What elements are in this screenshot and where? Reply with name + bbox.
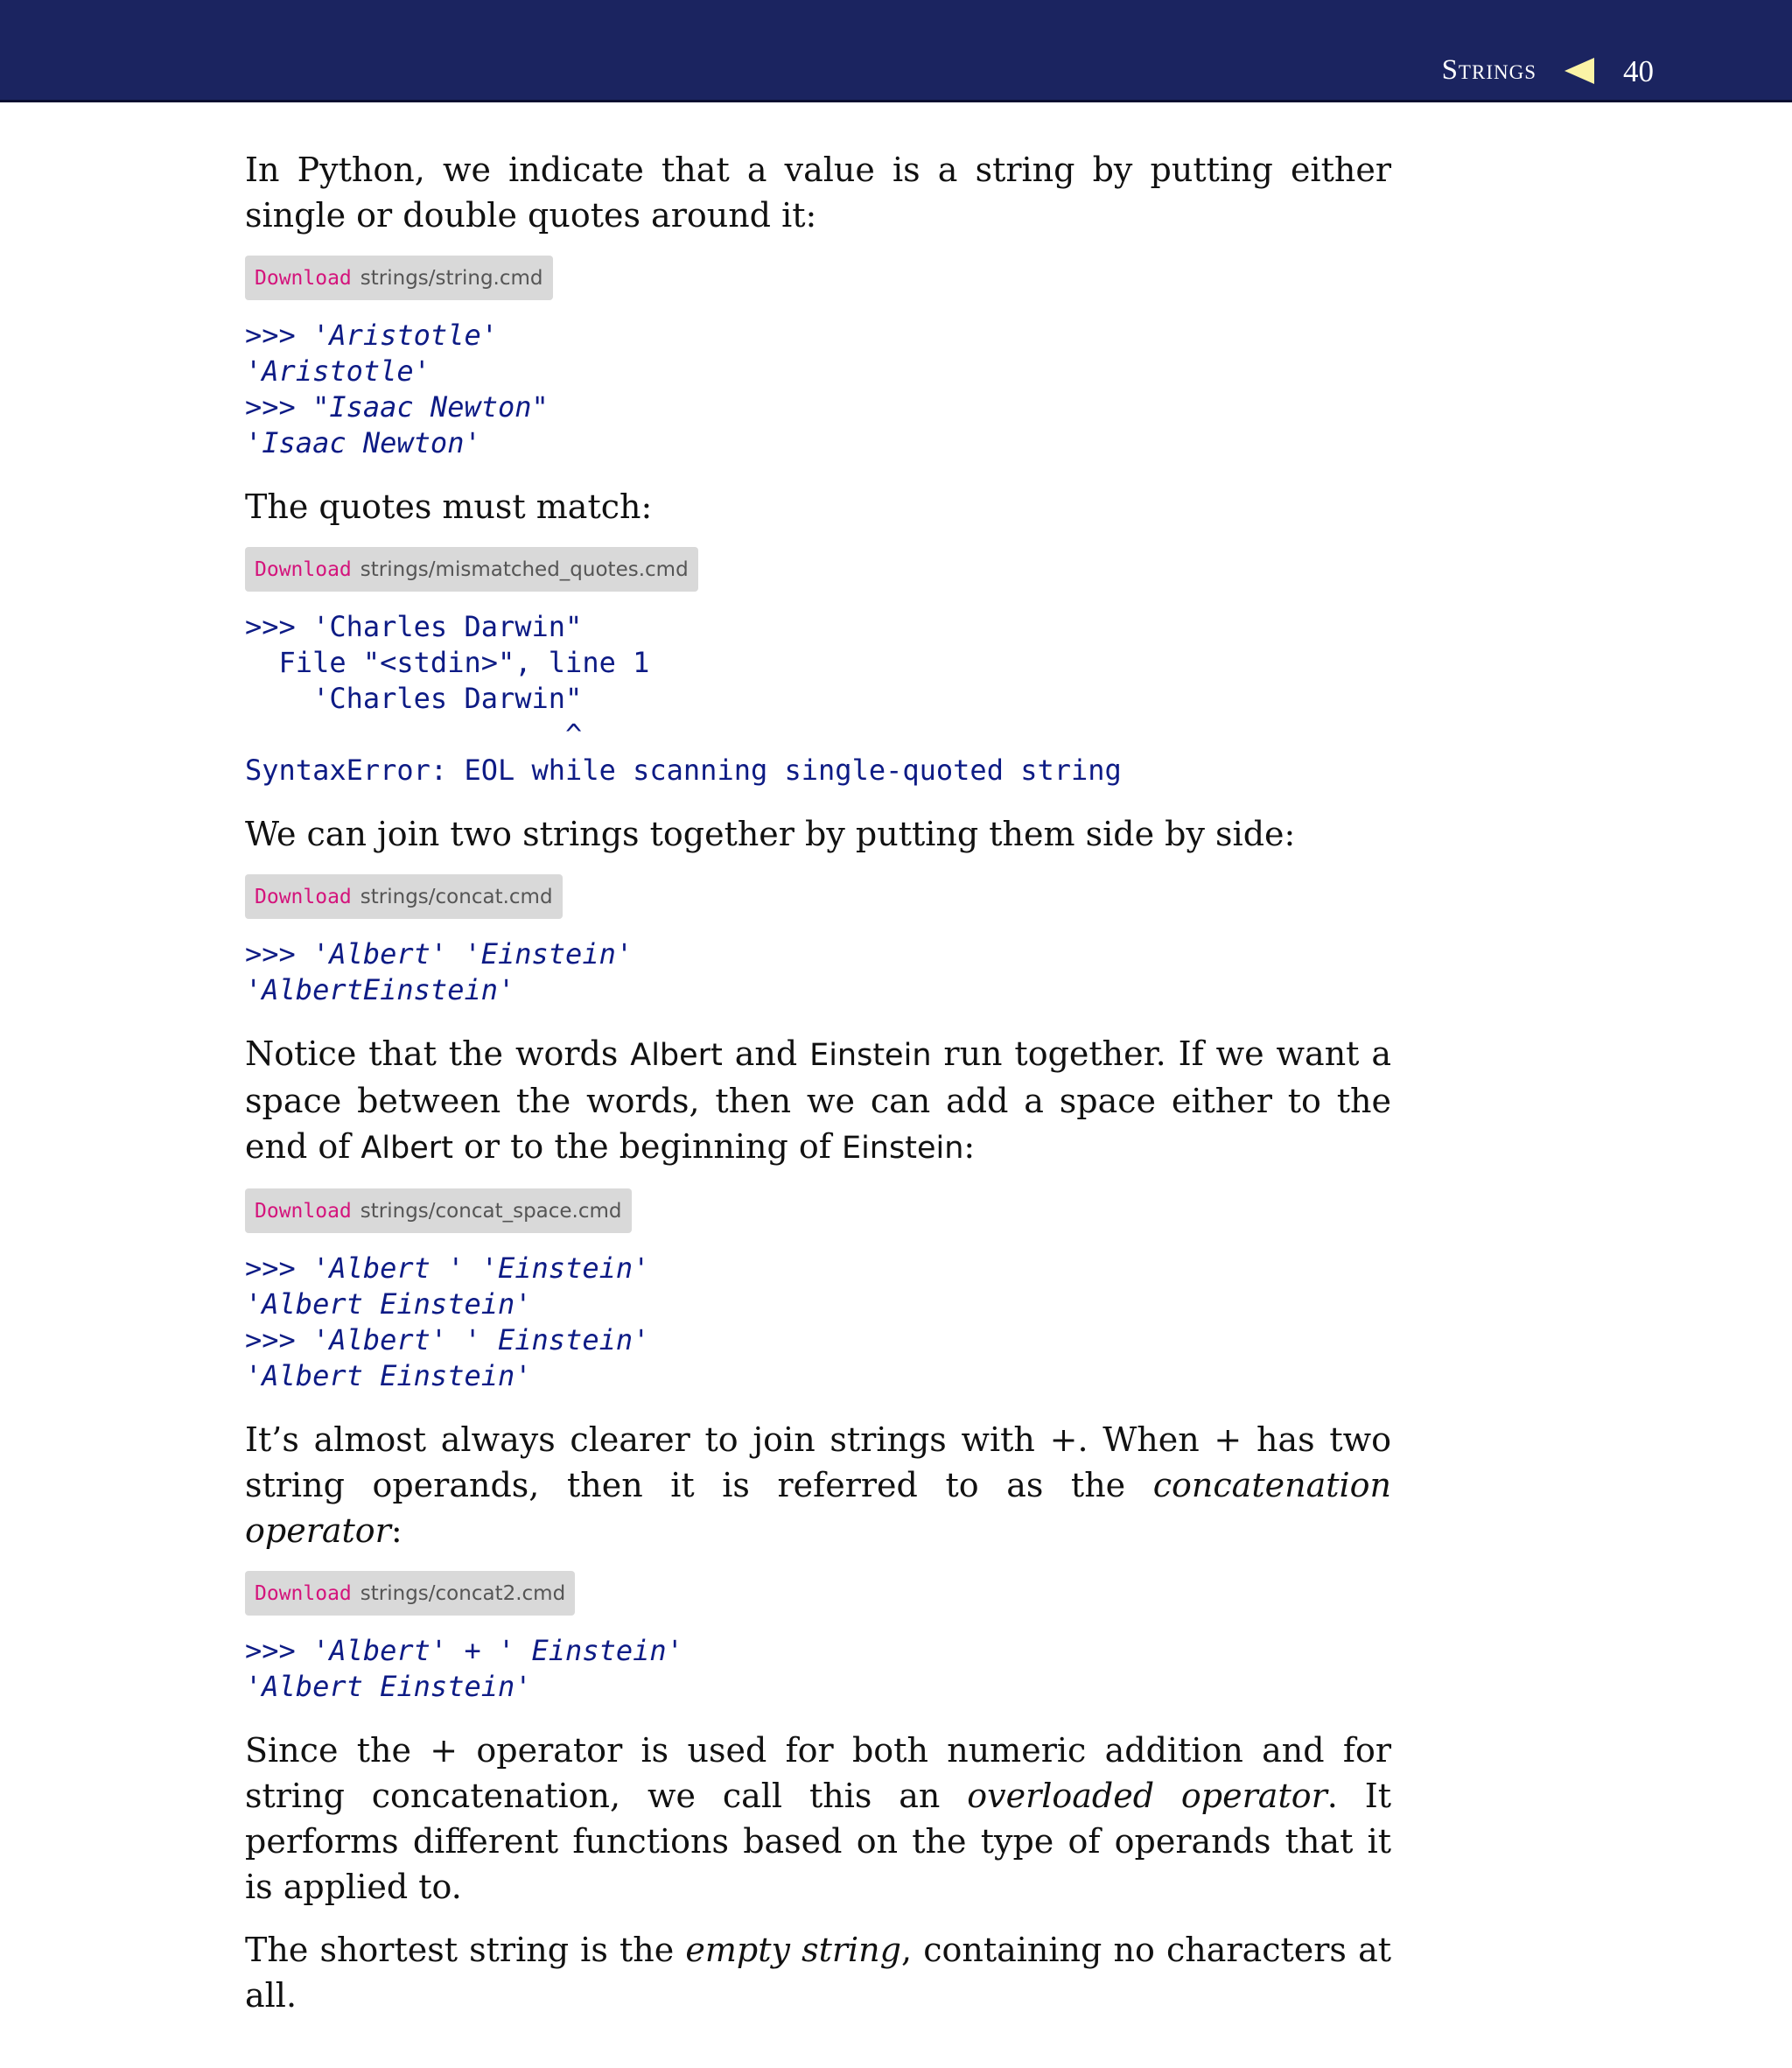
download-label: Download: [255, 558, 352, 581]
code-prompt: >>>: [245, 390, 313, 424]
page-header: [0, 0, 1792, 102]
page-number: 40: [1623, 54, 1654, 88]
code-line: 'Isaac Newton': [245, 426, 481, 459]
paragraph-1: In Python, we indicate that a value is a string by putting either single or double quotes around it:: [245, 151, 1391, 235]
download-link-mismatched-quotes[interactable]: [245, 547, 698, 592]
download-link-concat2[interactable]: [245, 1571, 575, 1616]
code-line: ^: [245, 718, 583, 751]
download-label: Download: [255, 267, 352, 290]
download-path: strings/mismatched_quotes.cmd: [360, 558, 689, 581]
code-line: SyntaxError: EOL while scanning single-quoted string: [245, 754, 1122, 787]
download-path: strings/string.cmd: [360, 267, 543, 290]
download-link-string-cmd[interactable]: [245, 256, 553, 300]
code-block-5: [245, 1633, 1391, 1705]
code-block-2: [245, 609, 1391, 789]
code-line: 'Albert Einstein': [245, 1287, 532, 1321]
code-block-1: [245, 318, 1391, 461]
code-block-3: [245, 936, 1391, 1008]
download-label: Download: [255, 1582, 352, 1605]
code-block-4: [245, 1251, 1391, 1394]
code-prompt: >>>: [245, 1323, 313, 1356]
download-label: Download: [255, 886, 352, 908]
code-line: >>> 'Charles Darwin": [245, 610, 583, 643]
inline-code-einstein: Einstein: [841, 1131, 964, 1166]
emphasis: concatenation operator: [245, 1466, 1391, 1550]
emphasis: overloaded operator: [967, 1777, 1327, 1815]
inline-code-einstein: Einstein: [809, 1038, 932, 1073]
download-path: strings/concat_space.cmd: [360, 1200, 622, 1223]
paragraph-2: The quotes must match:: [245, 487, 653, 526]
paragraph-5: It’s almost always clearer to join strings with +. When + has two string operands, then it is referred to as the concatenation operator:: [245, 1420, 1391, 1550]
paragraph-4: Notice that the words Albert and Einstein run together. If we want a space between the words, then we can add a space either to the end of Albert or to the beginning of Einstein:: [245, 1034, 1391, 1166]
download-link-concat-space[interactable]: [245, 1188, 632, 1233]
download-label: Download: [255, 1200, 352, 1223]
emphasis: empty string: [685, 1931, 901, 1969]
download-path: strings/concat.cmd: [360, 886, 553, 908]
code-line: 'Albert' 'Einstein': [312, 937, 634, 971]
code-prompt: >>>: [245, 1251, 313, 1285]
code-prompt: >>>: [245, 937, 313, 971]
code-line: 'Albert Einstein': [245, 1359, 532, 1392]
code-line: File "<stdin>", line 1: [245, 646, 650, 679]
code-line: 'Albert ' 'Einstein': [312, 1251, 650, 1285]
code-line: 'Albert Einstein': [245, 1670, 532, 1703]
paragraph-3: We can join two strings together by putting them side by side:: [245, 815, 1296, 853]
inline-code-albert: Albert: [630, 1038, 723, 1073]
code-line: 'Aristotle': [245, 354, 430, 388]
download-link-concat[interactable]: [245, 874, 563, 919]
paragraph-7: The shortest string is the empty string, containing no characters at all.: [245, 1931, 1391, 2015]
back-arrow-icon[interactable]: [1564, 58, 1594, 84]
paragraph-6: Since the + operator is used for both numeric addition and for string concatenation, we call this an overloaded operator. It performs different functions based on the type of operands that it is applied to.: [245, 1731, 1391, 1906]
code-line: 'Charles Darwin": [245, 682, 583, 715]
code-prompt: >>>: [245, 1634, 313, 1667]
chapter-title: Strings: [1441, 54, 1536, 86]
code-line: 'Aristotle': [312, 319, 498, 352]
code-line: "Isaac Newton": [312, 390, 549, 424]
code-line: 'Albert' + ' Einstein': [312, 1634, 683, 1667]
inline-code-albert: Albert: [360, 1131, 453, 1166]
download-path: strings/concat2.cmd: [360, 1582, 566, 1605]
code-line: 'Albert' ' Einstein': [312, 1323, 650, 1356]
code-prompt: >>>: [245, 319, 313, 352]
code-line: 'AlbertEinstein': [245, 973, 515, 1006]
page-content: [245, 147, 1391, 2036]
